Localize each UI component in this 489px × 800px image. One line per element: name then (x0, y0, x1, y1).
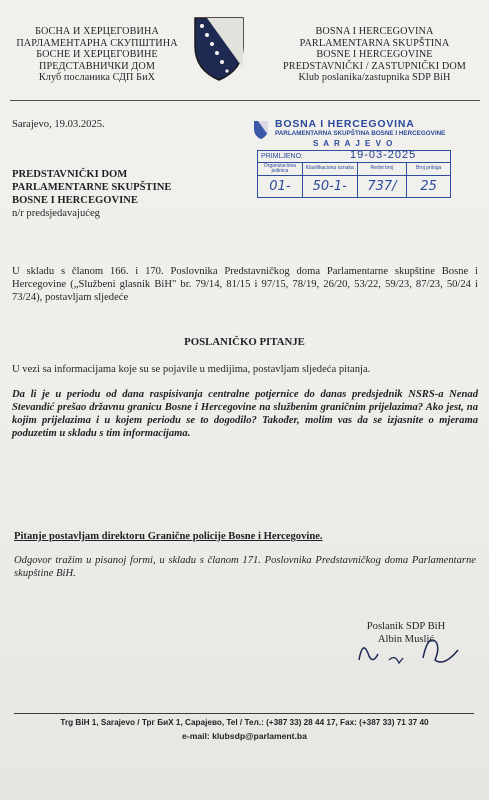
letterhead-right-line: BOSNE I HERCEGOVINE (316, 49, 433, 61)
lead-sentence: U vezi sa informacijama koje su se pojavile u medijima, postavljam sljedeća pitanja. (12, 364, 371, 375)
letterhead-left (6, 26, 188, 84)
letterhead-right-line: Klub poslanika/zastupnika SDP BiH (298, 72, 451, 84)
coat-of-arms-bih-icon (193, 16, 245, 82)
footer-divider (14, 713, 474, 714)
recipient-block (12, 168, 171, 220)
recipient-line: BOSNE I HERCEGOVINE (12, 195, 138, 206)
recipient-line: PREDSTAVNIČKI DOM (12, 169, 128, 180)
signature-role: Poslanik SDP BiH (366, 621, 446, 632)
stamp-col-header: Redni broj (357, 163, 407, 176)
document-heading: POSLANIČKO PITANJE (184, 336, 305, 348)
handwritten-signature (345, 630, 470, 675)
stamp-value-number: 737/ (357, 176, 407, 198)
stamp-received-date: 19-03-2025 (350, 149, 417, 161)
stamp-col-header: Organizaciona jedinica (258, 163, 303, 176)
registry-stamp (253, 118, 453, 208)
letterhead-right-line: BOSNA I HERCEGOVINA (315, 26, 434, 37)
stamp-title-city: S A R A J E V O (313, 139, 394, 148)
letterhead-left-line: ПАРЛАМЕНТАРНА СКУПШТИНА (16, 37, 178, 49)
letterhead-divider (10, 100, 480, 101)
letterhead-right-line: PARLAMENTARNA SKUPŠTINA (299, 37, 450, 49)
stamp-title-country: BOSNA I HERCEGOVINA (275, 118, 415, 130)
stamp-received-label: PRIMLJENO: (261, 153, 304, 160)
stamp-col-header: Klasifikaciona oznaka (302, 163, 357, 176)
stamp-register-table (257, 150, 451, 198)
stamp-value-attachments: 25 (407, 176, 451, 198)
stamp-received-row (258, 151, 451, 163)
footer-address: Trg BiH 1, Sarajevo / Трг БиХ 1, Сарајево, Tel / Тел.: (+387 33) 28 44 17, Fax: (+387 33) 71 37 40 (60, 718, 429, 727)
signature-name: Albin Muslić (377, 634, 435, 645)
intro-paragraph: U skladu s članom 166. i 170. Poslovnika Predstavničkog doma Parlamentarne skupštine Bosne i Hercegovine („Službeni glasnik BiH" br. 79/14, 81/15 i 97/15, 78/19, 26/20, 53/22, 59/23, 87/23, 50/24 i 73/24), postavljam sljedeće (12, 266, 478, 303)
addressee-line: Pitanje postavljam direktoru Granične policije Bosne i Hercegovine. (14, 531, 323, 542)
stamp-col-header: Broj priloga (407, 163, 451, 176)
letterhead-left-line: БОСНА И ХЕРЦЕГОВИНА (35, 26, 159, 37)
stamp-value-unit: 01- (258, 176, 303, 198)
question-text: Da li je u periodu od dana raspisivanja centralne potjernice do danas predsjednik NSRS-a Nenad Stevandić prešao državnu granicu Bosne i Hercegovine na službenim graničnim prijelazima? Ako jest, na kojim prijelazima i u kojem periodu se to dogodilo? Također, molim vas da se izjasnite o mjerama poduzetim u skladu s tim informacijama. (12, 389, 478, 439)
recipient-note: n/r predsjedavajućeg (12, 208, 100, 219)
letterhead-left-line: ПРЕДСТАВНИЧКИ ДОМ (39, 60, 155, 72)
date-place: Sarajevo, 19.03.2025. (12, 119, 105, 130)
recipient-line: PARLAMENTARNE SKUPŠTINE (12, 182, 172, 193)
response-request: Odgovor tražim u pisanoj formi, u skladu s članom 171. Poslovnika Predstavničkog doma Parlamentarne skupštine BiH. (14, 555, 476, 579)
stamp-value-class: 50-1- (302, 176, 357, 198)
footer-email: e-mail: klubsdp@parlament.ba (182, 731, 307, 741)
letterhead-right (262, 26, 487, 84)
stamp-emblem-icon (253, 120, 269, 140)
letterhead-left-line: Клуб посланика СДП БиХ (38, 72, 156, 84)
letterhead-right-line: PREDSTAVNIČKI / ZASTUPNIČKI DOM (283, 60, 466, 72)
stamp-title-parliament: PARLAMENTARNA SKUPŠTINA BOSNE I HERCEGOVINE (275, 130, 446, 137)
letterhead-left-line: БОСНЕ И ХЕРЦЕГОВИНЕ (36, 49, 158, 61)
